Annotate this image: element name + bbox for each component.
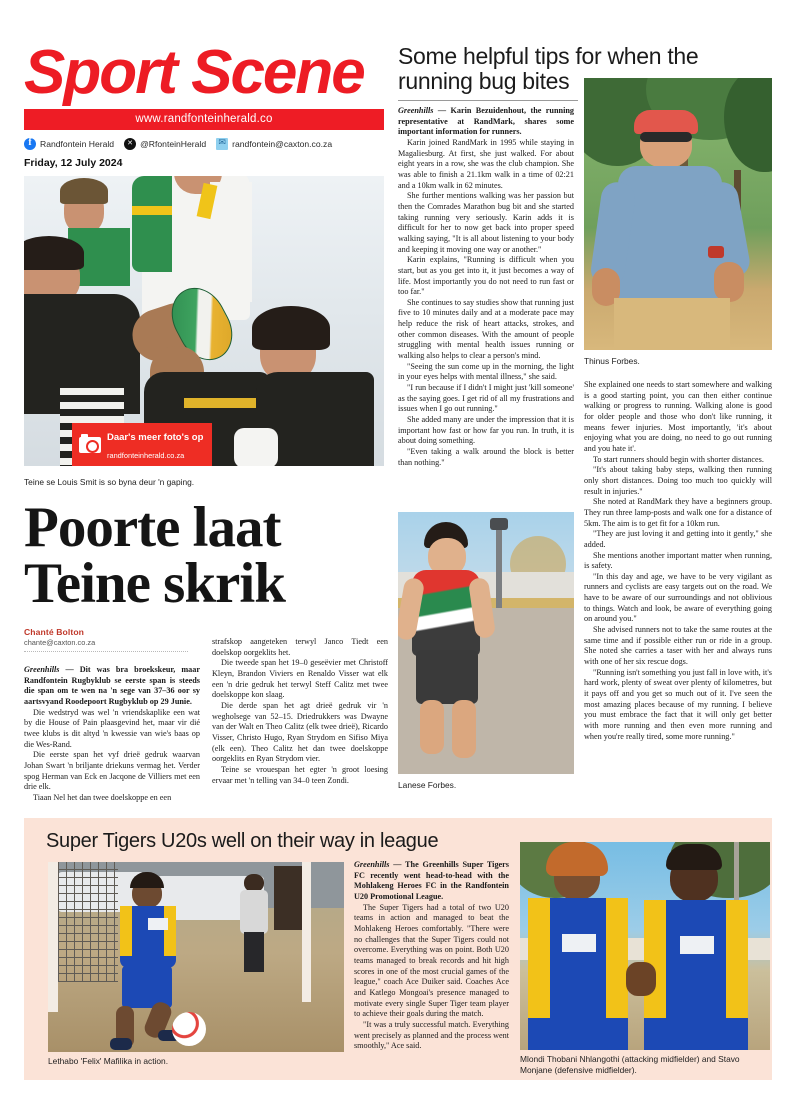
article-paragraph: She further mentions walking was her passion but then the Comrades Marathon bug bit and she started taking running very seriously. Karin adds it is difficult for her to now get back into proper speed walking saying, "It is all about listening to your body and keeping it moving one way or another." bbox=[398, 191, 574, 254]
article-paragraph: "It was a truly successful match. Everything went precisely as planned and the process went smoothly," Ace said. bbox=[354, 1019, 509, 1051]
thinus-forbes-caption: Thinus Forbes. bbox=[584, 356, 640, 366]
article-paragraph: To start runners should begin with shorter distances. bbox=[593, 454, 764, 464]
website-url-bar[interactable]: www.randfonteinherald.co bbox=[24, 109, 384, 130]
main-headline-line-2: Teine skrik bbox=[24, 551, 285, 615]
article-paragraph: She advised runners not to take the same routes at the same time and if possible either run or ride in a group. She noted she carries a taser with her and always runs with one of her six rescue dogs. bbox=[584, 625, 772, 667]
lanese-forbes-photo bbox=[398, 512, 574, 774]
social-facebook-label: Randfontein Herald bbox=[40, 138, 115, 149]
article-paragraph: "It's about taking baby steps, walking then running only short distances. Doing too much too quickly will result in injuries." bbox=[584, 465, 772, 496]
rugby-match-photo bbox=[24, 176, 384, 466]
tigers-players-photo bbox=[520, 842, 770, 1050]
facebook-icon bbox=[24, 138, 36, 150]
article-paragraph: Karin joined RandMark in 1995 while staying in Magaliesburg. At first, she just walked. For about eight years in a row, she was the club champion. She was able to finish a 21.1km walk in a time of 02:21 and a 10km walk in 62 minutes. bbox=[398, 137, 574, 190]
article-paragraph: Die tweede span het 19–0 geseëvier met Christoff Kleyn, Brandon Viviers en Renaldo Visser wat elk een 'n drie gedruk het terwyl Steff Calitz met twee doelskoppe kon slaag. bbox=[212, 658, 388, 700]
super-tigers-headline: Super Tigers U20s well on their way in league bbox=[46, 830, 439, 852]
article-paragraph: Die derde span het agt drieë gedruk vir 'n wegholsege van 52–15. Driedrukkers was Dwayne van der Walt en Theo Calitz (elk twee drieë), Ricardo Visser, Christo Hugo, Ryan Strydom en Sifiso Miya (elk een). Theo Calitz het dan twee doelskoppe oorgeklits en Ryan Strydom vier. bbox=[212, 700, 388, 764]
article-paragraph: "Even taking a walk around the block is better than nothing." bbox=[398, 447, 574, 467]
rugby-photo-caption: Teine se Louis Smit is so byna deur 'n gaping. bbox=[24, 477, 195, 487]
rugby-article-column-1 bbox=[24, 665, 200, 813]
thinus-forbes-photo bbox=[584, 78, 772, 350]
social-x[interactable] bbox=[124, 138, 206, 150]
lethabo-mafilika-photo bbox=[48, 862, 344, 1052]
more-photos-badge[interactable] bbox=[72, 423, 212, 466]
publication-title: Sport Scene bbox=[24, 38, 364, 107]
rugby-article-column-2 bbox=[212, 637, 388, 813]
tips-article-column-1 bbox=[398, 106, 574, 504]
tips-article-column-2 bbox=[584, 380, 772, 808]
masthead bbox=[24, 38, 384, 169]
email-icon bbox=[216, 138, 228, 150]
social-x-label: @RfonteinHerald bbox=[140, 138, 207, 149]
article-paragraph: Greenhills — The Greenhills Super Tigers FC recently went head-to-head with the Mohlakeng Heroes FC in the Randfontein U20 Promotional League. bbox=[354, 860, 509, 901]
dateline-place: Greenhills bbox=[354, 860, 390, 869]
article-paragraph: She mentions another important matter when running, is safety. bbox=[584, 550, 772, 571]
social-links-row bbox=[24, 138, 384, 150]
lethabo-mafilika-caption: Lethabo 'Felix' Mafilika in action. bbox=[48, 1056, 169, 1066]
issue-date: Friday, 12 July 2024 bbox=[24, 156, 123, 169]
article-paragraph: "I run because if I didn't I might just 'kill someone' as the saying goes. I get rid of all my frustrations and issues when I go out running." bbox=[398, 383, 574, 414]
x-twitter-icon bbox=[124, 138, 136, 150]
main-headline-line-1: Poorte laat bbox=[24, 496, 281, 559]
article-paragraph: She continues to say studies show that running just five to 10 minutes daily and at a moderate pace may help reduce the risk of heart attacks, strokes, and other common diseases. With the amount of people struggling with mental health issues running or walking also helps to clear a person's mind. bbox=[398, 297, 574, 361]
more-photos-line2: randfonteinherald.co.za bbox=[107, 451, 185, 460]
social-email[interactable] bbox=[216, 138, 332, 150]
social-facebook[interactable] bbox=[24, 138, 114, 150]
dateline-place: Greenhills bbox=[398, 106, 434, 115]
article-paragraph: Karin explains, "Running is difficult when you start, but as you get into it, it just becomes a way of life. Most importantly you do not need to run fast or too far." bbox=[398, 255, 574, 297]
article-paragraph: "Running isn't something you just fall in love with, it's hard work, plenty of sweat over plenty of kilometres, but it pays off and you get so much out of it. I've seen the most amazing places because of my running. I believe you must embrace the fact that it will only get better with more running and then even more running and when you're really tired, some more running." bbox=[584, 667, 772, 741]
article-paragraph: She explained one needs to start somewhere and walking is a good starting point, you can then either continue walking or progress to running. Walking alone is good for older people and those who don't like running, it means fewer injuries. Most importantly, 'it's about enjoying what you are doing, no need to go out running and you hate it'. bbox=[584, 380, 772, 453]
article-paragraph: She added many are under the impression that it is important how fast or how far you run. In truth, it is about doing something. bbox=[398, 415, 574, 446]
lanese-forbes-caption: Lanese Forbes. bbox=[398, 780, 457, 790]
article-paragraph: The Super Tigers had a total of two U20 teams in action and managed to beat the Mohlakeng Heroes comfortably. "There were no challenges that the Super Tigers could not overcome. Everything was on point. Both U20 teams managed to break records and hit high scores in one of the most crucial games of the league," coach Ace Duiker said. Coaches Ace and Katlego Mongoai's presence managed to motivate every single Super Tiger team player to achieve their goals during the match. bbox=[354, 902, 509, 1019]
article-paragraph: strafskop aangeteken terwyl Janco Tiedt een doelskop oorgeklits het. bbox=[212, 637, 388, 657]
article-paragraph: "They are just loving it and getting into it gently," she added. bbox=[584, 529, 772, 549]
article-paragraph: Teine se vrouespan het egter 'n groot loesing ervaar met 'n telling van 34–0 teen Zondi. bbox=[212, 764, 388, 785]
article-paragraph: Die eerste span het vyf drieë gedruk waarvan Johan Swart 'n briljante driekuns vermag het. Verder spog Herman van Eck en Jacqone de Villiers met een drie elk. bbox=[24, 750, 200, 792]
super-tigers-feature bbox=[24, 818, 772, 1080]
tigers-players-caption: Mlondi Thobani Nhlangothi (attacking midfielder) and Stavo Monjane (defensive midfielder). bbox=[520, 1054, 740, 1075]
article-paragraph: Die wedstryd was wel 'n vriendskaplike een wat by die House of Pain plaasgevind het, maar vir dié twee klubs is dit altyd 'n kwessie van wie's baas op die Wes-Rand. bbox=[24, 707, 200, 749]
article-paragraph: Greenhills — Karin Bezuidenhout, the running representative at RandMark, shares some important information for runners. bbox=[398, 106, 574, 137]
camera-icon bbox=[79, 437, 101, 453]
tips-headline: Some helpful tips for when the running bug bites bbox=[398, 43, 699, 94]
super-tigers-article-body bbox=[354, 860, 509, 1072]
byline-author: Chanté Bolton bbox=[24, 627, 85, 637]
social-email-label: randfontein@caxton.co.za bbox=[232, 138, 333, 149]
byline-divider bbox=[24, 651, 188, 652]
article-paragraph: She noted at RandMark they have a beginners group. They run three lamp-posts and walk one for a distance of 5km. The aim is to get fit for a 10km run. bbox=[584, 497, 772, 528]
dateline-place: Greenhills bbox=[24, 665, 60, 674]
article-paragraph: Greenhills — Dit was bra broekskeur, maar Randfontein Rugbyklub se eerste span is steeds die span om te wen na 'n sege van 37–36 oor sy aartsvyand Roodepoort Rugbyklub op 29 Junie. bbox=[24, 665, 200, 706]
article-paragraph: "Seeing the sun come up in the morning, the light in your eyes helps with mental illness," she said. bbox=[398, 361, 574, 382]
main-headline bbox=[24, 496, 388, 615]
more-photos-line1: Daar's meer foto's op bbox=[107, 432, 204, 443]
byline-email[interactable]: chante@caxton.co.za bbox=[24, 638, 96, 647]
article-paragraph: Tiaan Nel het dan twee doelskoppe en een bbox=[33, 792, 172, 802]
tips-headline-rule bbox=[398, 100, 578, 101]
byline bbox=[24, 627, 202, 652]
article-paragraph: "In this day and age, we have to be very vigilant as runners and cyclists are easy targets out on the road. We have to be aware of our surroundings and not oblivious to things. Watch and look, be aware of everything going on around you." bbox=[584, 571, 772, 624]
